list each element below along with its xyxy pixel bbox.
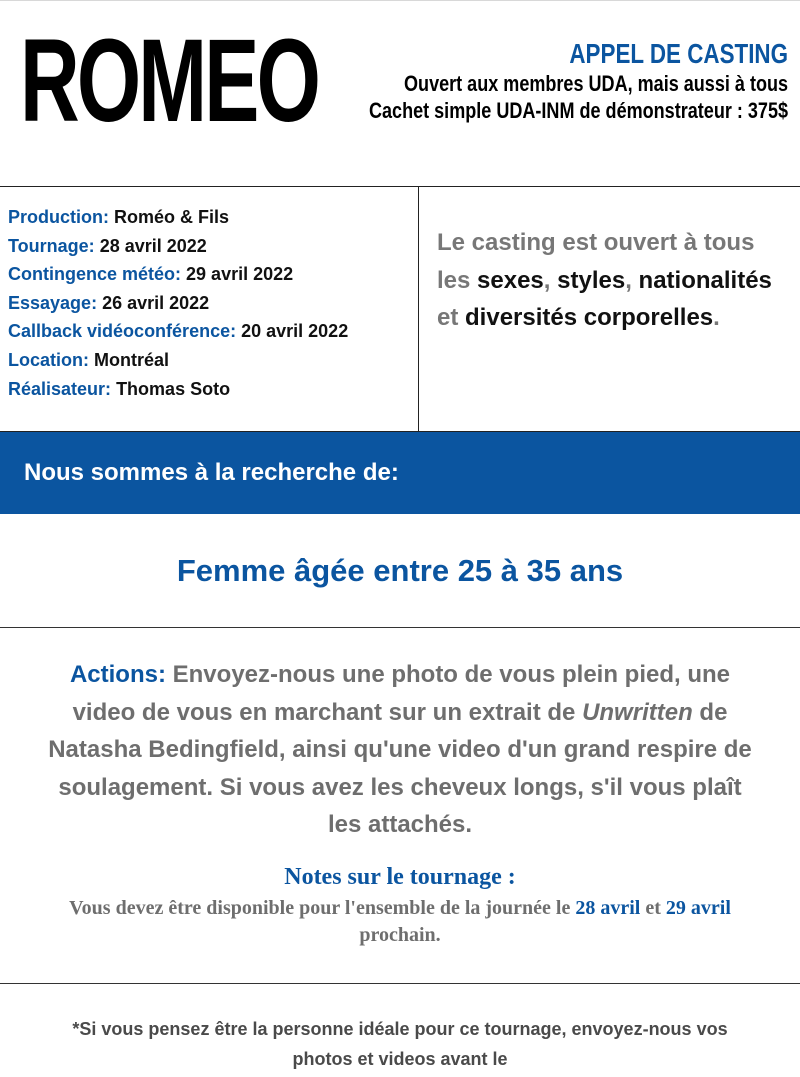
role-description: Femme âgée entre 25 à 35 ans xyxy=(176,553,624,588)
table-divider xyxy=(418,187,419,431)
info-row-essayage: Essayage: 26 avril 2022 xyxy=(8,292,210,313)
membership-line: Ouvert aux membres UDA, mais aussi à tous xyxy=(403,71,788,96)
actions-paragraph: Actions: Envoyez-nous une photo de vous plein pied, une video de vous en marchant sur un extrait de Unwritten de Natasha Bedingfield, ainsi qu'une video d'un grand respire de soulagement. Si vous avez les cheveux longs, s'il vous plaît les attachés. xyxy=(48,661,752,838)
romeo-logo: ROMEO xyxy=(20,15,319,147)
info-row-callback: Callback vidéoconférence: 20 avril 2022 xyxy=(8,321,349,342)
search-banner xyxy=(0,432,800,514)
search-banner-text: Nous sommes à la recherche de: xyxy=(24,459,399,486)
header-info xyxy=(277,38,788,124)
footer-note: *Si vous pensez être la personne idéale pour ce tournage, envoyez-nous vos photos et videos avant le xyxy=(72,1019,728,1069)
production-details xyxy=(8,203,348,403)
info-row-production: Production: Roméo & Fils xyxy=(8,207,230,227)
open-casting-text: Le casting est ouvert à tous les sexes, styles, nationalités et diversités corporelles. xyxy=(437,229,772,331)
casting-title: APPEL DE CASTING xyxy=(569,38,788,69)
top-border xyxy=(0,0,800,1)
info-row-realisateur: Réalisateur: Thomas Soto xyxy=(8,378,231,399)
info-row-tournage: Tournage: 28 avril 2022 xyxy=(8,235,207,256)
notes-title: Notes sur le tournage : xyxy=(284,864,516,890)
info-row-contingence: Contingence météo: 29 avril 2022 xyxy=(8,264,294,285)
song-title: Unwritten xyxy=(582,698,693,726)
section-divider xyxy=(0,983,800,984)
info-row-location: Location: Montréal xyxy=(8,349,170,370)
notes-body: Vous devez être disponible pour l'ensemble de la journée le 28 avril et 29 avril prochain. xyxy=(69,897,731,946)
fee-line: Cachet simple UDA-INM de démonstrateur : 375$ xyxy=(368,98,788,123)
section-divider xyxy=(0,627,800,628)
